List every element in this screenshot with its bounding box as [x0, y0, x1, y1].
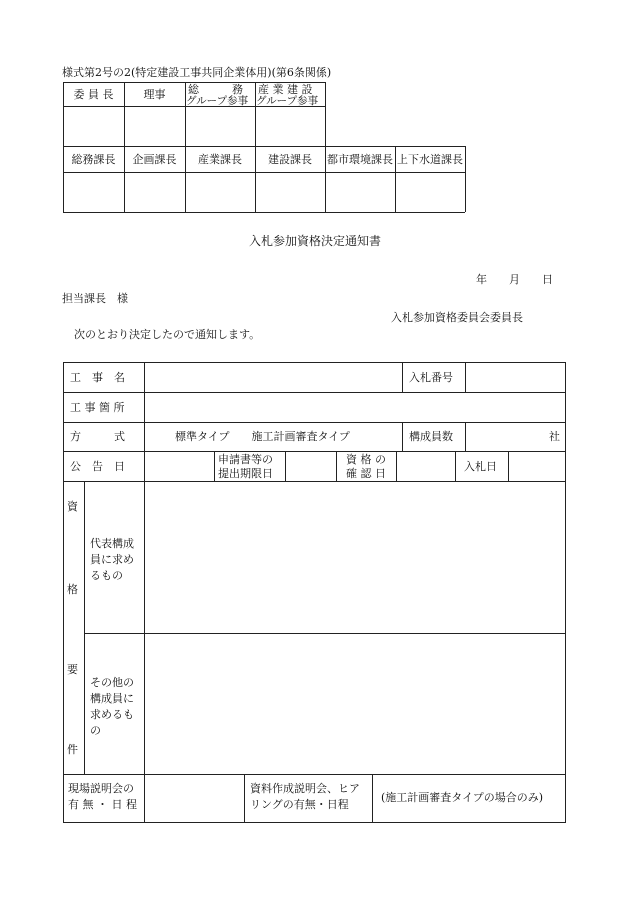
date-day: 日 — [542, 273, 553, 286]
label-qualification-check-1: 資 格 の — [346, 453, 386, 466]
label-general-affairs-chief: 総務課長 — [71, 153, 116, 166]
label-group-councilor-2: グループ参事 — [256, 95, 319, 107]
bid-number-field[interactable] — [466, 363, 565, 392]
label-urban-environment-chief: 都市環境課長 — [327, 153, 393, 166]
stamp-cell-urban-environment-chief[interactable] — [326, 173, 395, 212]
project-name-field[interactable] — [145, 363, 402, 392]
requirements-char-1: 資 — [67, 500, 78, 513]
qualification-check-field[interactable] — [397, 452, 455, 481]
label-submission-deadline-2: 提出期限日 — [218, 467, 273, 480]
project-location-field[interactable] — [145, 393, 565, 422]
stamp-cell-industry-chief[interactable] — [186, 173, 255, 212]
label-material-briefing-1: 資料作成説明会、ヒア — [250, 782, 360, 795]
notice-date-field[interactable] — [145, 452, 214, 481]
form-id: 様式第2号の2(特定建設工事共同企業体用)(第6条関係) — [62, 66, 332, 79]
requirements-char-4: 件 — [67, 743, 78, 756]
label-member-count: 構成員数 — [409, 430, 453, 443]
label-material-briefing-2: リングの有無・日程 — [250, 798, 349, 811]
member-count-field[interactable] — [466, 423, 546, 451]
stamp-cell-general-affairs[interactable] — [186, 107, 255, 146]
stamp-cell-planning-chief[interactable] — [125, 173, 185, 212]
company-unit: 社 — [549, 430, 560, 443]
other-member-requirements-field[interactable] — [145, 634, 565, 774]
other-member-line-4: の — [90, 724, 101, 737]
bid-date-field[interactable] — [509, 452, 565, 481]
review-type-note: (施工計画審査タイプの場合のみ) — [381, 791, 544, 804]
label-water-sewer-chief: 上下水道課長 — [397, 153, 463, 166]
rep-member-line-2: 員に求め — [90, 553, 134, 566]
stamp-cell-director[interactable] — [125, 107, 185, 146]
label-site-briefing-2: 有 無 ・ 日 程 — [68, 798, 137, 811]
label-group-councilor-1: グループ参事 — [186, 95, 249, 107]
label-planning-chief: 企画課長 — [132, 153, 177, 166]
requirements-char-3: 要 — [67, 663, 78, 676]
label-qualification-check-2: 確 認 日 — [346, 467, 386, 480]
label-construction-chief: 建設課長 — [268, 153, 312, 166]
label-notice-date: 公 告 日 — [70, 460, 125, 473]
method-options: 標準タイプ 施工計画審査タイプ — [175, 430, 350, 443]
stamp-cell-general-affairs-chief[interactable] — [64, 173, 124, 212]
label-industry-construction: 産 業 建 設 — [258, 83, 313, 96]
other-member-line-3: 求めるも — [90, 708, 134, 721]
rep-member-requirements-field[interactable] — [145, 482, 565, 633]
label-director: 理事 — [143, 88, 166, 101]
label-general-affairs: 総 務 — [188, 83, 243, 96]
stamp-cell-water-sewer-chief[interactable] — [396, 173, 465, 212]
date-month: 月 — [509, 273, 520, 286]
stamp-cell-industry-construction[interactable] — [256, 107, 325, 146]
stamp-cell-construction-chief[interactable] — [256, 173, 325, 212]
rep-member-line-3: るもの — [90, 569, 123, 582]
label-bid-number: 入札番号 — [409, 371, 453, 384]
other-member-line-1: その他の — [90, 676, 134, 689]
submission-deadline-field[interactable] — [286, 452, 336, 481]
date-year: 年 — [476, 273, 487, 286]
label-project-name: 工 事 名 — [70, 371, 125, 384]
intro-text: 次のとおり決定したので通知します。 — [74, 328, 261, 341]
addressee: 担当課長 様 — [62, 292, 128, 305]
label-site-briefing-1: 現場説明会の — [68, 782, 134, 795]
site-briefing-field[interactable] — [145, 775, 244, 822]
stamp-cell-chairman[interactable] — [64, 107, 124, 146]
label-bid-date: 入札日 — [464, 460, 497, 473]
label-industry-chief: 産業課長 — [198, 153, 242, 166]
requirements-char-2: 格 — [67, 583, 78, 596]
label-method: 方 式 — [70, 430, 125, 443]
sender: 入札参加資格委員会委員長 — [391, 311, 523, 324]
other-member-line-2: 構成員に — [90, 692, 134, 705]
rep-member-line-1: 代表構成 — [90, 537, 134, 550]
label-submission-deadline-1: 申請書等の — [218, 453, 273, 466]
label-project-location: 工 事 箇 所 — [70, 401, 125, 414]
label-chairman: 委 員 長 — [73, 88, 114, 101]
document-title: 入札参加資格決定通知書 — [248, 234, 381, 248]
